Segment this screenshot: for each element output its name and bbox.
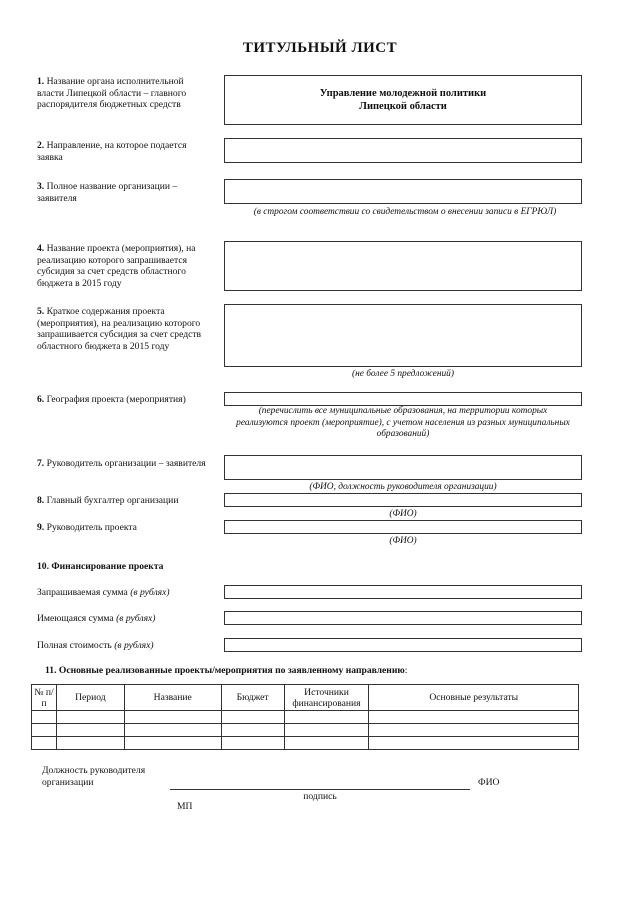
field-7-hint: (ФИО, должность руководителя организации) [309,482,497,492]
field-1-value: Управление молодежной политики Липецкой области [319,88,487,112]
col-name: Название [124,685,221,711]
requested-sum-label [37,587,170,598]
field-1-text: Название органа исполнительной власти Липецкой области – главного распорядителя бюджетных средств [37,76,187,110]
col-sources: Источники финансирования [284,685,369,711]
field-2-text: Направление, на которое подается заявка [37,140,187,163]
field-5-label [37,306,212,352]
table-cell[interactable] [369,711,579,724]
available-sum-label [37,613,155,624]
page-title: ТИТУЛЬНЫЙ ЛИСТ [242,40,398,56]
available-sum-input[interactable] [224,611,582,625]
requested-sum-input[interactable] [224,585,582,599]
table-row [32,737,579,750]
table-cell[interactable] [221,711,284,724]
position-label: Должность руководителя организации [42,765,146,788]
field-7-number: 7. [37,458,45,469]
field-9-number: 9. [37,522,45,533]
field-3-hint: (в строгом соответствии со свидетельством о внесении записи в ЕГРЮЛ) [253,207,557,217]
col-number: № п/п [32,685,57,711]
table-header-row [32,685,579,711]
available-sum-text: Имеющаяся сумма [37,613,114,624]
field-1-box[interactable] [224,75,582,125]
table-cell[interactable] [56,724,124,737]
table-row [32,724,579,737]
table-row [32,711,579,724]
col-period: Период [56,685,124,711]
requested-sum-text: Запрашиваемая сумма [37,587,128,598]
table-cell[interactable] [284,737,369,750]
field-4-text: Название проекта (мероприятия), на реализацию которого запрашивается субсидия за счет средств областного бюджета в 2015 году [37,243,196,289]
col-budget: Бюджет [221,685,284,711]
field-4-box[interactable] [224,241,582,291]
col-results: Основные результаты [369,685,579,711]
field-7-box[interactable] [224,455,582,480]
field-3-box[interactable] [224,179,582,204]
table-cell[interactable] [221,737,284,750]
field-8-box[interactable] [224,493,582,507]
field-2-box[interactable] [224,138,582,163]
projects-table [31,684,579,750]
table-cell[interactable] [56,711,124,724]
requested-sum-unit: (в рублях) [130,587,170,598]
field-7-text: Руководитель организации – заявителя [46,458,206,469]
projects-heading [45,665,407,677]
table-cell[interactable] [284,711,369,724]
total-cost-text: Полная стоимость [37,640,112,651]
financing-heading: 10. Финансирование проекта [37,561,164,572]
signature-caption: подпись [303,791,337,802]
field-3-label [37,181,207,204]
field-3-number: 3. [37,181,45,192]
table-cell[interactable] [32,737,57,750]
table-cell[interactable] [369,724,579,737]
field-7-label [37,458,207,470]
table-cell[interactable] [221,724,284,737]
field-9-label [37,522,222,534]
field-2-number: 2. [37,140,45,151]
field-8-text: Главный бухгалтер организации [46,495,179,506]
fio-label: ФИО [478,777,500,788]
field-6-hint: (перечислить все муниципальные образования, на территории которых реализуются проект (мероприятие), с учетом населения из разных муниципальных образований) [236,406,570,439]
signature-line[interactable] [170,789,470,790]
field-9-text: Руководитель проекта [46,522,137,533]
table-cell[interactable] [124,737,221,750]
table-cell[interactable] [124,724,221,737]
field-4-number: 4. [37,243,45,254]
field-5-number: 5. [37,306,45,317]
field-5-box[interactable] [224,304,582,367]
projects-heading-colon: : [404,665,408,676]
field-6-number: 6. [37,394,45,405]
table-cell[interactable] [32,711,57,724]
field-2-label [37,140,212,163]
field-8-label [37,495,222,507]
table-cell[interactable] [56,737,124,750]
stamp-label: МП [177,801,193,812]
projects-heading-text: 11. Основные реализованные проекты/мероприятия по заявленному направлению [45,665,405,676]
table-cell[interactable] [369,737,579,750]
field-6-box[interactable] [224,392,582,406]
field-1-label [37,76,207,111]
field-8-hint: (ФИО) [389,509,417,519]
table-cell[interactable] [124,711,221,724]
total-cost-label [37,640,154,651]
field-8-number: 8. [37,495,45,506]
field-9-hint: (ФИО) [389,536,417,546]
field-3-text: Полное название организации – заявителя [37,181,178,204]
field-5-text: Краткое содержания проекта (мероприятия), на реализацию которого запрашивается субсидия за счет средств областного бюджета в 2015 году [37,306,202,352]
field-6-text: География проекта (мероприятия) [46,394,186,405]
field-5-hint: (не более 5 предложений) [352,369,454,379]
field-4-label [37,243,212,289]
available-sum-unit: (в рублях) [116,613,156,624]
table-cell[interactable] [284,724,369,737]
field-9-box[interactable] [224,520,582,534]
total-cost-unit: (в рублях) [114,640,154,651]
field-6-label [37,394,227,406]
table-cell[interactable] [32,724,57,737]
field-1-number: 1. [37,76,45,87]
total-cost-input[interactable] [224,638,582,652]
